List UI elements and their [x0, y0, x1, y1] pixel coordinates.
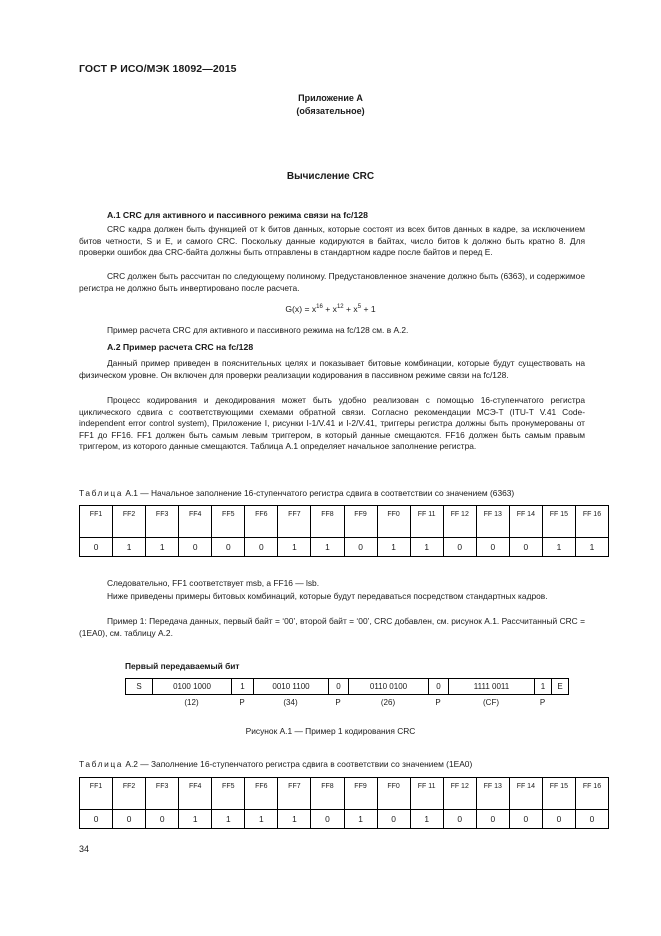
- table1-header-cell: FF7: [278, 506, 311, 538]
- formula-lhs: G(x) = x: [285, 304, 317, 314]
- table2-value-cell: 0: [80, 810, 113, 829]
- table2-header-cell: FF 13: [476, 778, 509, 810]
- table2-caption: [79, 759, 472, 769]
- frame-cell-crc2: 1111 0011: [449, 679, 535, 695]
- table1-value-cell: 1: [311, 538, 344, 557]
- section-a1-para2: CRC должен быть рассчитан по следующему полиному. Предустановленное значение должно быть (6363), и содержимое регистра не должно быть инвертировано после расчета.: [79, 271, 585, 293]
- table1-header-cell: FF9: [344, 506, 377, 538]
- first-bit-label: Первый передаваемый бит: [125, 661, 240, 671]
- frame-cell-parity1: 1: [232, 679, 254, 695]
- table2-value-cell: 1: [212, 810, 245, 829]
- table1-header-cell: FF5: [212, 506, 245, 538]
- frame-cell-crc1: 0110 0100: [349, 679, 429, 695]
- parity-label: P: [335, 698, 341, 707]
- section-a2-para1: Данный пример приведен в пояснительных целях и показывает битовые комбинации, которые будут существовать на физическом уровне. Он включен для проверки реализации кодирования в пассивном режиме связи на fc/128.: [79, 358, 585, 380]
- after-table1-para1: Следовательно, FF1 соответствует msb, а FF16 — lsb.: [107, 578, 320, 588]
- table2-value-cell: 0: [113, 810, 146, 829]
- table2-value-cell: 0: [146, 810, 179, 829]
- table2-value-cell: 1: [410, 810, 443, 829]
- table1-header-row: [80, 506, 609, 538]
- table1-header-cell: FF 15: [542, 506, 575, 538]
- table2-value-cell: 0: [476, 810, 509, 829]
- table1-value-cell: 0: [245, 538, 278, 557]
- table1-value-cell: 0: [509, 538, 542, 557]
- frame-cell-start: S: [126, 679, 153, 695]
- table2-header-cell: FF9: [344, 778, 377, 810]
- table1-caption-word: Таблица: [79, 488, 124, 498]
- formula-part3: + x: [343, 304, 358, 314]
- table1-value-cell: 1: [542, 538, 575, 557]
- table2-header-cell: FF 12: [443, 778, 476, 810]
- formula-tail: + 1: [361, 304, 376, 314]
- table1-header-cell: FF2: [113, 506, 146, 538]
- section-a2-para2: Процесс кодирования и декодирования может быть удобно реализован с помощью 16-ступенчатого регистра циклического сдвига с соответствующими схемами обратной связи. Согласно рекомендации МСЭ-Т (ITU-T V.41 Code-independent error control system), Приложение I, рисунки I-1/V.41 и I-2/V.41, триггеры регистра должны быть пронумерованы от FF1 до FF16. FF1 должен быть самым левым триггером, в который данные смещаются. FF16 должен быть самым правым триггером, из которого данные смещаются. Таблица А.1 определяет начальное заполнение регистра.: [79, 395, 585, 452]
- table2-register: [79, 777, 609, 829]
- parity-label: P: [239, 698, 245, 707]
- table2-value-cell: 0: [443, 810, 476, 829]
- table1-value-cell: 1: [377, 538, 410, 557]
- table2-header-cell: FF5: [212, 778, 245, 810]
- table1-value-cell: 0: [476, 538, 509, 557]
- formula-exp3: 5: [357, 304, 362, 311]
- table2-value-cell: 1: [179, 810, 212, 829]
- table2-header-cell: FF 16: [575, 778, 608, 810]
- table2-header-cell: FF2: [113, 778, 146, 810]
- bit-frame-diagram: [125, 678, 569, 695]
- table1-value-row: [80, 538, 609, 557]
- table1-value-cell: 0: [443, 538, 476, 557]
- annex-status: (обязательное): [296, 106, 365, 116]
- parity-label: P: [539, 698, 546, 707]
- table2-value-cell: 0: [377, 810, 410, 829]
- table1-header-cell: FF 11: [410, 506, 443, 538]
- table2-value-cell: 0: [542, 810, 575, 829]
- table2-header-cell: FF6: [245, 778, 278, 810]
- table1-value-cell: 0: [344, 538, 377, 557]
- table1-value-cell: 0: [179, 538, 212, 557]
- figure-caption: Рисунок А.1 — Пример 1 кодирования CRC: [245, 726, 416, 736]
- formula-exp2: 12: [336, 304, 344, 311]
- table1-header-cell: FF 14: [509, 506, 542, 538]
- table2-header-cell: FF7: [278, 778, 311, 810]
- table1-value-cell: 1: [146, 538, 179, 557]
- table2-value-cell: 0: [575, 810, 608, 829]
- table2-header-cell: FF 15: [542, 778, 575, 810]
- table2-header-cell: FF 11: [410, 778, 443, 810]
- byte-hex-label: (34): [283, 698, 298, 707]
- section-a2-heading: А.2 Пример расчета CRC на fc/128: [107, 342, 254, 352]
- parity-label: P: [435, 698, 441, 707]
- table2-header-cell: FF8: [311, 778, 344, 810]
- table2-value-cell: 0: [509, 810, 542, 829]
- page-number: 34: [79, 844, 90, 854]
- formula-exp1: 16: [316, 304, 323, 311]
- table2-header-cell: FF 14: [509, 778, 542, 810]
- bit-frame-row: [126, 679, 569, 695]
- byte-hex-label: (CF): [483, 698, 499, 707]
- bit-frame-labels: [125, 698, 568, 710]
- annex-title: Приложение А: [298, 93, 363, 103]
- table1-header-cell: FF 13: [476, 506, 509, 538]
- table1-header-cell: FF0: [377, 506, 410, 538]
- annex-heading: [0, 92, 661, 118]
- table2-header-row: [80, 778, 609, 810]
- table1-value-cell: 1: [113, 538, 146, 557]
- table1-value-cell: 1: [575, 538, 608, 557]
- table1-value-cell: 1: [278, 538, 311, 557]
- byte-hex-label: (26): [380, 698, 396, 707]
- byte-hex-label: (12): [184, 698, 199, 707]
- frame-cell-parity2: 0: [329, 679, 349, 695]
- table2-header-cell: FF1: [80, 778, 113, 810]
- table1-header-cell: FF6: [245, 506, 278, 538]
- polynomial-formula: [0, 304, 661, 314]
- document-header: ГОСТ Р ИСО/МЭК 18092—2015: [79, 63, 237, 75]
- table2-header-cell: FF0: [377, 778, 410, 810]
- after-table1-para3: Пример 1: Передача данных, первый байт = ‘00’, второй байт = ‘00’, CRC добавлен, см. рисунок А.1. Рассчитанный CRC = (1EA0), см. таблицу А.2.: [79, 616, 585, 638]
- table2-caption-word: Таблица: [79, 759, 124, 769]
- page-title: Вычисление CRC: [286, 171, 375, 182]
- table1-register: [79, 505, 609, 557]
- table1-header-cell: FF4: [179, 506, 212, 538]
- table2-value-cell: 1: [344, 810, 377, 829]
- section-a1-heading: А.1 CRC для активного и пассивного режима связи на fc/128: [107, 210, 368, 220]
- frame-cell-byte2: 0010 1100: [254, 679, 329, 695]
- table2-value-row: [80, 810, 609, 829]
- table1-header-cell: FF1: [80, 506, 113, 538]
- frame-cell-parity4: 1: [535, 679, 552, 695]
- formula-part2: + x: [322, 304, 337, 314]
- table2-value-cell: 0: [311, 810, 344, 829]
- table1-header-cell: FF 16: [575, 506, 608, 538]
- table2-value-cell: 1: [245, 810, 278, 829]
- frame-cell-byte1: 0100 1000: [153, 679, 232, 695]
- frame-cell-parity3: 0: [429, 679, 449, 695]
- table1-value-cell: 0: [80, 538, 113, 557]
- table1-header-cell: FF3: [146, 506, 179, 538]
- table1-value-cell: 0: [212, 538, 245, 557]
- after-table1-para2: Ниже приведены примеры битовых комбинаций, которые будут передаваться посредством стандартных кадров.: [107, 591, 548, 601]
- table2-header-cell: FF3: [146, 778, 179, 810]
- frame-cell-end: E: [552, 679, 569, 695]
- section-a1-para3: Пример расчета CRC для активного и пассивного режима на fc/128 см. в А.2.: [107, 325, 409, 335]
- section-a1-para1: CRC кадра должен быть функцией от k битов данных, которые состоят из всех битов данных в кадре, за исключением битов четности, S и E, и самого CRC. Поскольку данные кодируются в байтах, число битов k должно быть кратно 8. Для проверки ошибок два CRC-байта должны быть отправлены в стандартном кадре после байтов и перед E.: [79, 224, 585, 258]
- table1-caption: [79, 488, 514, 498]
- table2-caption-text: А.2 — Заполнение 16-ступенчатого регистра сдвига в соответствии со значением (1EA0): [123, 759, 473, 769]
- table1-header-cell: FF 12: [443, 506, 476, 538]
- table1-value-cell: 1: [410, 538, 443, 557]
- table1-caption-text: А.1 — Начальное заполнение 16-ступенчатого регистра сдвига в соответствии со значением (6363): [123, 488, 515, 498]
- table2-value-cell: 1: [278, 810, 311, 829]
- table1-header-cell: FF8: [311, 506, 344, 538]
- table2-header-cell: FF4: [179, 778, 212, 810]
